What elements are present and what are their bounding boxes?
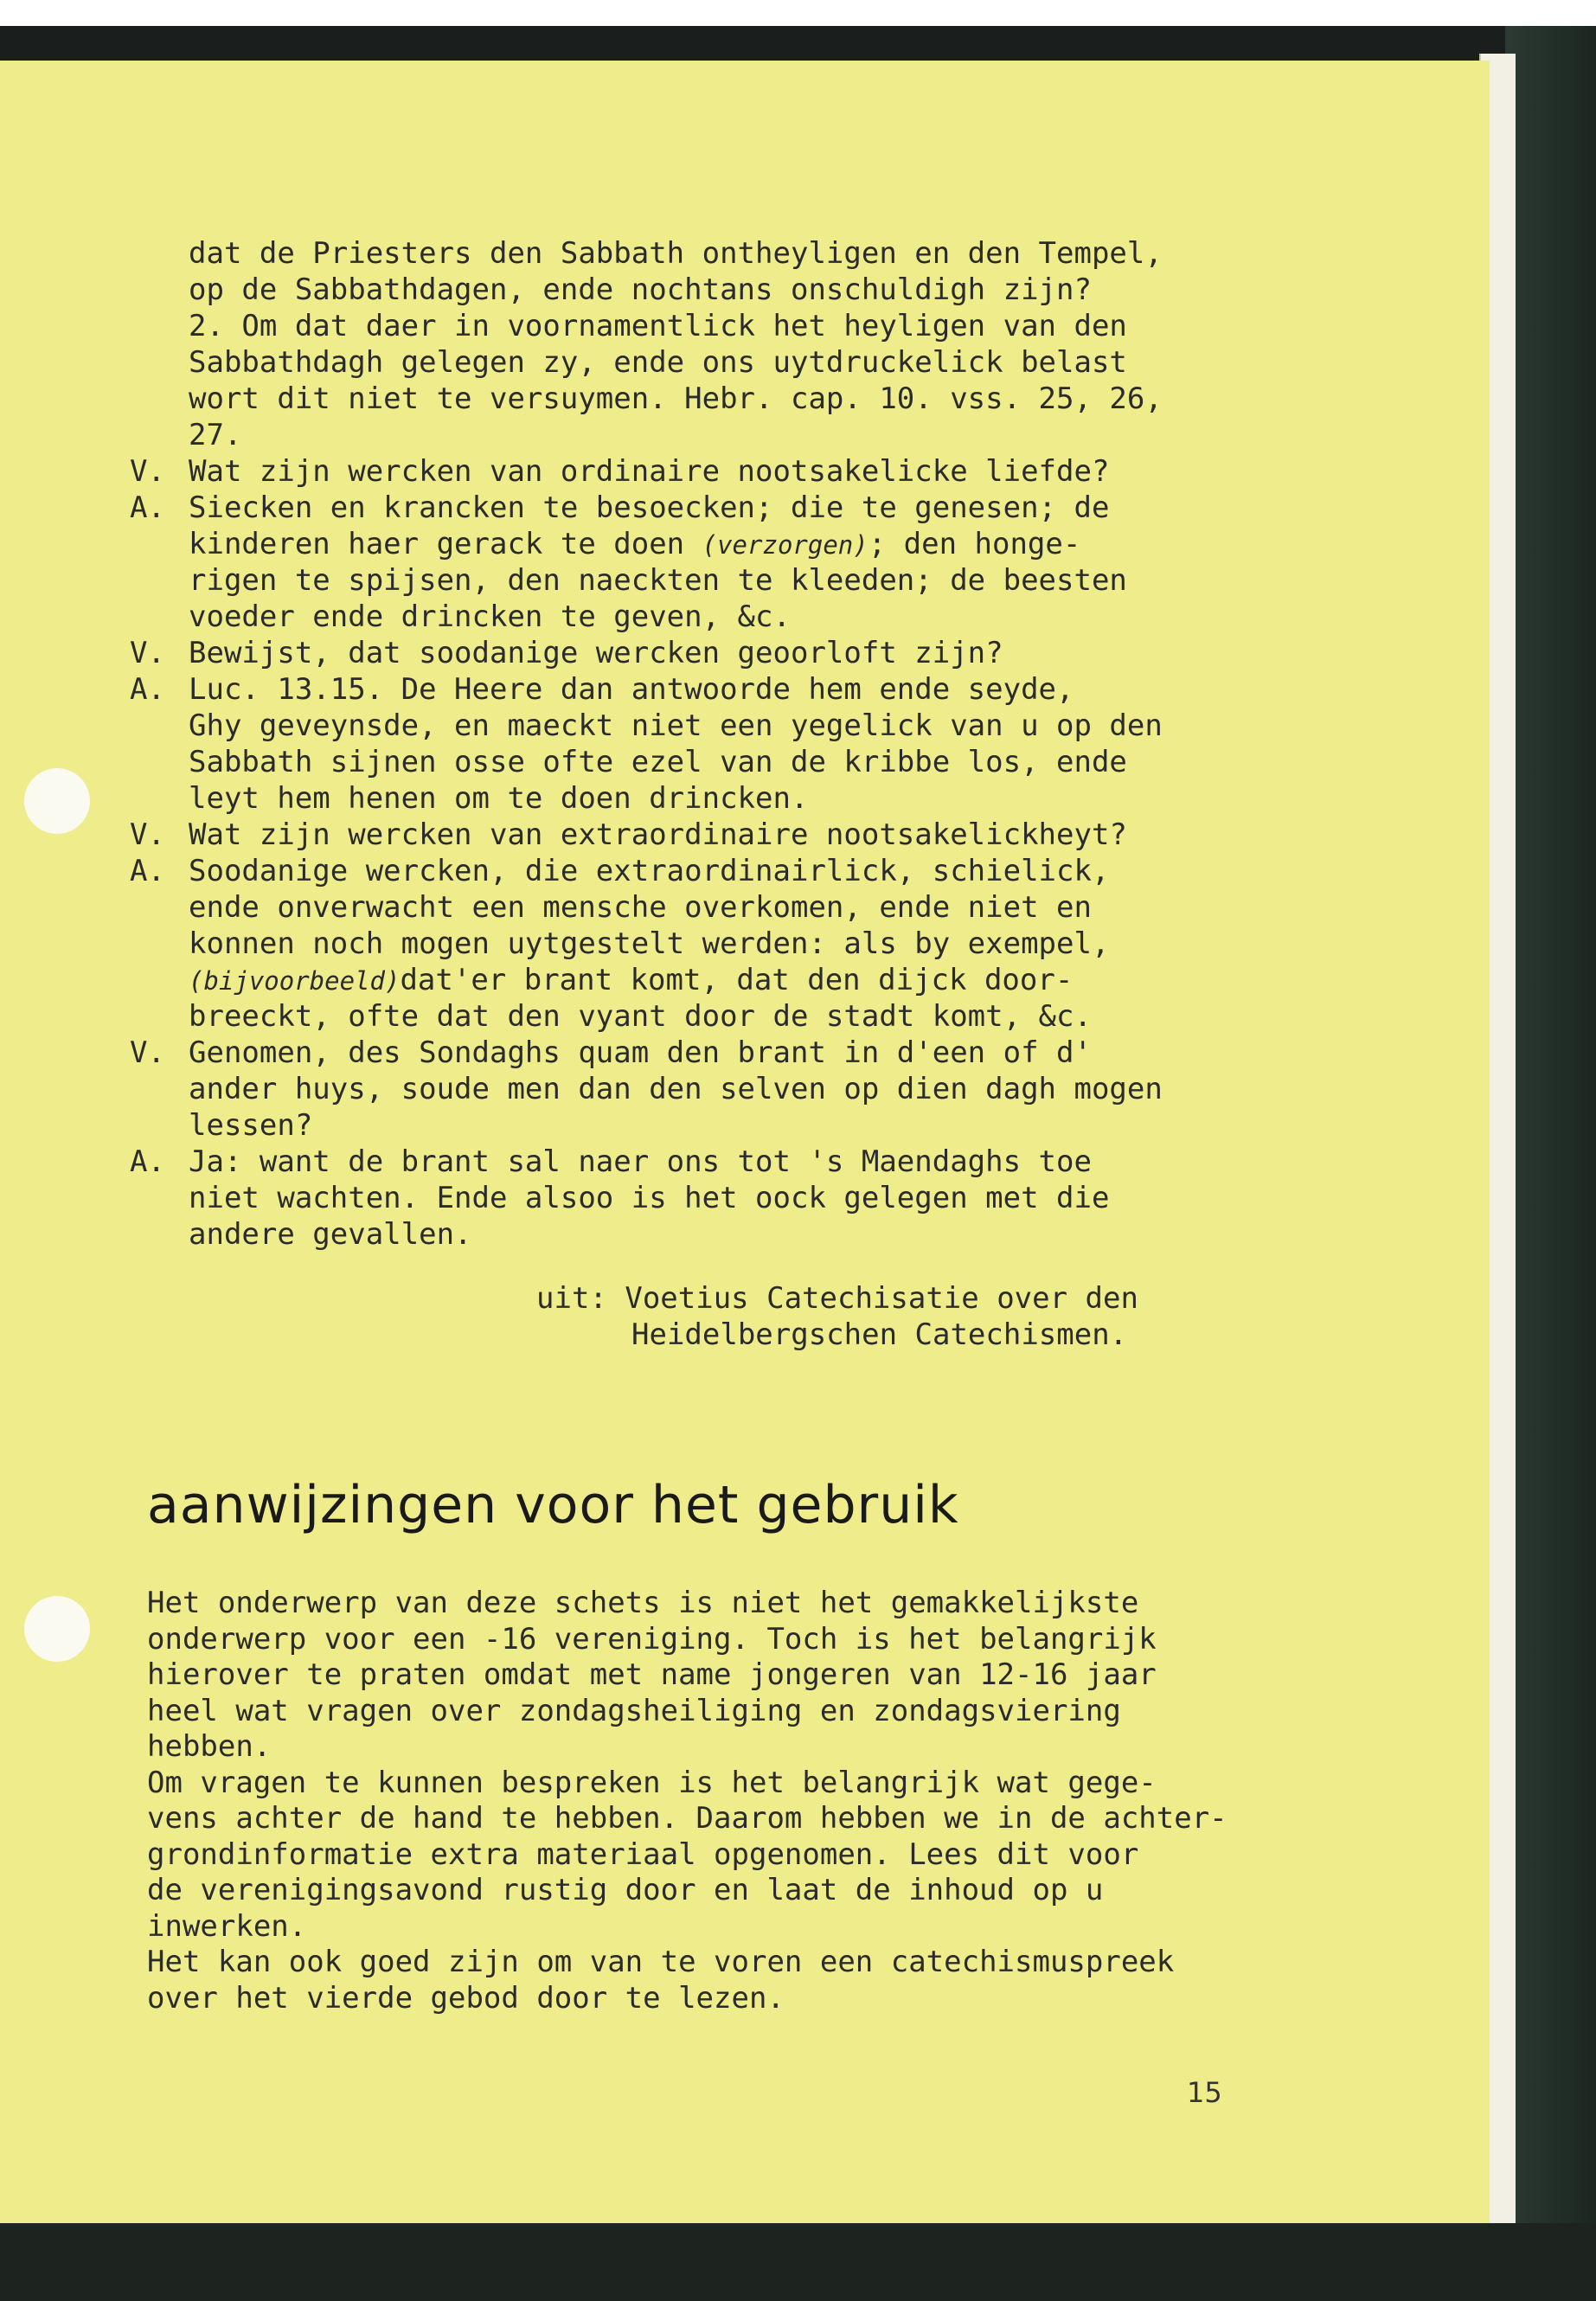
line-text [189, 671, 1074, 708]
punch-hole-bottom [24, 1596, 90, 1662]
text-line [130, 635, 1220, 671]
line-text-main: Soodanige wercken, die extraordinairlick, schielick, [189, 854, 1110, 888]
qa-label: V. [130, 636, 165, 670]
line-text-main: Ja: want de brant sal naer ons tot 's Maendaghs toe [189, 1144, 1092, 1179]
qa-label: A. [130, 1144, 165, 1179]
punch-hole-top [24, 768, 90, 834]
qa-label [130, 417, 189, 453]
text-line [130, 235, 1220, 272]
line-text [189, 308, 1127, 344]
line-text [189, 780, 808, 817]
instruction-line: heel wat vragen over zondagsheiliging en zondagsviering [147, 1693, 1121, 1728]
text-line [130, 272, 1220, 308]
line-text [189, 1180, 1109, 1216]
line-text-main: kinderen haer gerack te doen [189, 527, 685, 561]
binder-bottom-edge [0, 2223, 1596, 2301]
line-text-main: Siecken en krancken te besoecken; die te genesen; de [189, 490, 1110, 525]
line-text [189, 708, 1163, 744]
qa-label [130, 344, 189, 381]
text-line [130, 562, 1220, 599]
qa-label [130, 381, 189, 417]
text-line [130, 926, 1220, 962]
line-text [189, 635, 1003, 671]
qa-label [130, 272, 189, 308]
line-text-main: wort dit niet te versuymen. Hebr. cap. 10. vss. 25, 26, [189, 381, 1163, 416]
instruction-line: Om vragen te kunnen bespreken is het belangrijk wat gege- [147, 1765, 1157, 1800]
line-text [189, 853, 1109, 889]
qa-label: A. [130, 854, 165, 888]
line-text-main: Wat zijn wercken van ordinaire nootsakelicke liefde? [189, 454, 1110, 489]
line-text-main: voeder ende drincken te geven, &c. [189, 599, 791, 634]
qa-label [130, 562, 189, 599]
instruction-line: de verenigingsavond rustig door en laat de inhoud op u [147, 1873, 1104, 1907]
text-line [130, 599, 1220, 635]
text-line [130, 962, 1220, 998]
instruction-line: onderwerp voor een -16 vereniging. Toch is het belangrijk [147, 1621, 1157, 1657]
line-text-main: ander huys, soude men dan den selven op dien dagh mogen [189, 1072, 1163, 1106]
text-line [130, 780, 1220, 817]
line-text [189, 998, 1092, 1035]
text-line [130, 817, 1220, 853]
line-text [189, 1216, 472, 1253]
line-text [189, 381, 1163, 417]
instruction-line: grondinformatie extra materiaal opgenomen. Lees dit voor [147, 1836, 1139, 1872]
line-text [189, 417, 241, 453]
line-text-main: leyt hem henen om te doen drincken. [189, 781, 809, 816]
line-text-main: niet wachten. Ende alsoo is het oock gelegen met die [189, 1181, 1110, 1215]
text-line [130, 490, 1220, 526]
line-text-main: andere gevallen. [189, 1217, 472, 1252]
qa-label: V. [130, 817, 165, 852]
instruction-line: vens achter de hand te hebben. Daarom hebben we in de achter- [147, 1801, 1227, 1836]
line-text [189, 926, 1109, 962]
line-text-main: Sabbathdagh gelegen zy, ende ons uytdruckelick belast [189, 345, 1127, 380]
line-text-main: ende onverwacht een mensche overkomen, ende niet en [189, 890, 1092, 925]
qa-label [130, 599, 189, 635]
text-line [130, 1180, 1220, 1216]
line-text [189, 962, 1073, 998]
qa-label [130, 780, 189, 817]
text-line [130, 453, 1220, 490]
line-text-main: rigen te spijsen, den naeckten te kleeden; de beesten [189, 563, 1127, 598]
line-text [189, 453, 1109, 490]
catechism-text [130, 235, 1220, 1253]
line-text [189, 1035, 1092, 1071]
text-line [130, 308, 1220, 344]
line-text [189, 526, 1080, 562]
qa-label: V. [130, 1035, 165, 1070]
text-line [130, 526, 1220, 562]
text-line [130, 744, 1220, 780]
page-number: 15 [1187, 2076, 1222, 2109]
instruction-line: hebben. [147, 1729, 272, 1764]
line-text [189, 817, 1127, 853]
text-line [130, 889, 1220, 926]
italic-gloss: (bijvoorbeeld) [189, 966, 401, 996]
source-line-1: uit: Voetius Catechisatie over den [536, 1281, 1138, 1316]
instruction-line: inwerken. [147, 1908, 307, 1944]
qa-label [130, 526, 189, 562]
line-text-main: Bewijst, dat soodanige wercken geoorloft zijn? [189, 636, 1003, 670]
instructions-text [147, 1586, 1289, 2016]
qa-label [130, 308, 189, 344]
text-line [130, 1216, 1220, 1253]
section-heading: aanwijzingen voor het gebruik [147, 1475, 959, 1535]
instruction-line: Het kan ook goed zijn om van te voren een catechismuspreek [147, 1945, 1175, 1979]
line-text-main: Wat zijn wercken van extraordinaire nootsakelickheyt? [189, 817, 1127, 852]
binder-spine [1505, 26, 1596, 2301]
qa-label [130, 1180, 189, 1216]
line-text-main: Ghy geveynsde, en maeckt niet een yegelick van u op den [189, 708, 1163, 743]
qa-label [130, 235, 189, 272]
line-text [189, 562, 1127, 599]
qa-label [130, 744, 189, 780]
qa-label [130, 998, 189, 1035]
text-line [130, 708, 1220, 744]
instruction-line: over het vierde gebod door te lezen. [147, 1980, 785, 2016]
line-text-main: Sabbath sijnen osse ofte ezel van de kribbe los, ende [189, 745, 1127, 779]
instruction-line: hierover te praten omdat met name jongeren van 12-16 jaar [147, 1657, 1157, 1692]
line-text-main: 2. Om dat daer in voornamentlick het heyligen van den [189, 309, 1127, 343]
text-line [130, 1035, 1220, 1071]
line-text-main: lessen? [189, 1108, 313, 1143]
text-line [130, 671, 1220, 708]
line-text-main: dat de Priesters den Sabbath ontheyligen en den Tempel, [189, 236, 1163, 271]
qa-label: A. [130, 672, 165, 707]
qa-label [130, 1107, 189, 1144]
line-text-after: ; den honge- [868, 527, 1081, 561]
qa-label [130, 962, 189, 998]
line-text-after: dat'er brant komt, dat den dijck door- [400, 963, 1074, 997]
line-text-main: op de Sabbathdagen, ende nochtans onschuldigh zijn? [189, 272, 1092, 307]
line-text [189, 599, 791, 635]
text-line [130, 1144, 1220, 1180]
qa-label [130, 708, 189, 744]
qa-label: A. [130, 490, 165, 525]
line-text-main: Luc. 13.15. De Heere dan antwoorde hem ende seyde, [189, 672, 1074, 707]
line-text-main: konnen noch mogen uytgestelt werden: als by exempel, [189, 926, 1110, 961]
text-line [130, 1107, 1220, 1144]
text-line [130, 381, 1220, 417]
line-text [189, 490, 1109, 526]
text-line [130, 853, 1220, 889]
line-text-main: breeckt, ofte dat den vyant door de stadt komt, &c. [189, 999, 1092, 1034]
line-text [189, 272, 1092, 308]
italic-gloss: (verzorgen) [702, 530, 869, 560]
text-line [130, 998, 1220, 1035]
instruction-line: Het onderwerp van deze schets is niet het gemakkelijkste [147, 1586, 1139, 1620]
qa-label [130, 1216, 189, 1253]
text-line [130, 344, 1220, 381]
qa-label [130, 926, 189, 962]
line-text [189, 1071, 1163, 1107]
line-text [189, 744, 1127, 780]
text-line [130, 1071, 1220, 1107]
line-text [189, 889, 1092, 926]
qa-label [130, 889, 189, 926]
line-text [189, 344, 1127, 381]
source-citation [536, 1280, 1194, 1353]
source-line-2: Heidelbergschen Catechismen. [631, 1317, 1128, 1352]
qa-label [130, 1071, 189, 1107]
line-text [189, 235, 1163, 272]
line-text-main: Genomen, des Sondaghs quam den brant in d'een of d' [189, 1035, 1092, 1070]
line-text-main: 27. [189, 418, 242, 452]
line-text [189, 1107, 312, 1144]
line-text [189, 1144, 1092, 1180]
qa-label: V. [130, 454, 165, 489]
text-line [130, 417, 1220, 453]
